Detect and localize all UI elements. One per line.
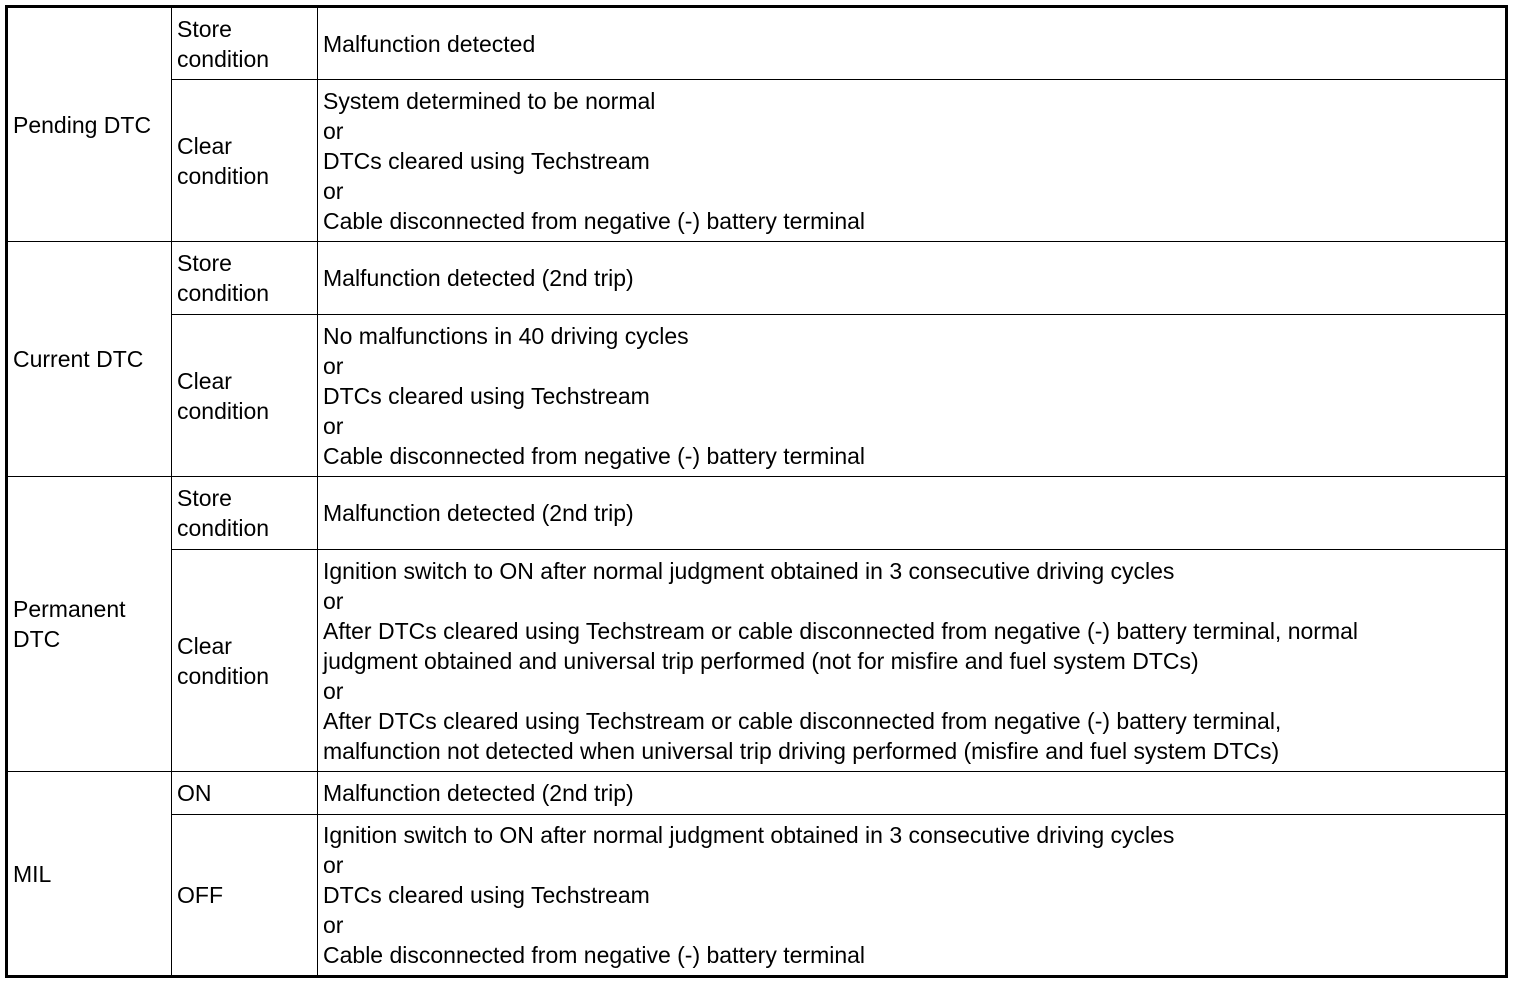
table-row [7, 315, 1507, 477]
detail-line: DTCs cleared using Techstream [323, 382, 650, 409]
condition-detail [318, 772, 1507, 815]
detail-line: Malfunction detected (2nd trip) [323, 265, 634, 291]
detail-line: Cable disconnected from negative (-) battery terminal [323, 942, 866, 968]
detail-line: Malfunction detected [323, 30, 536, 57]
detail-line: Ignition switch to ON after normal judgment obtained in 3 consecutive driving cycles [323, 557, 1175, 584]
detail-line: or [323, 352, 344, 379]
detail-line: Cable disconnected from negative (-) battery terminal [323, 442, 866, 469]
detail-line: No malfunctions in 40 driving cycles [323, 322, 689, 349]
group-name-pending-dtc: Pending DTC [7, 7, 172, 242]
detail-line: System determined to be normal [323, 87, 656, 114]
condition-label: Clear condition [172, 80, 318, 242]
detail-line: Malfunction detected (2nd trip) [323, 780, 634, 806]
detail-line: or [323, 677, 344, 704]
condition-detail [318, 315, 1507, 477]
condition-detail [318, 242, 1507, 315]
table-row [7, 242, 1507, 315]
condition-label: Store condition [172, 477, 318, 550]
table-row [7, 477, 1507, 550]
group-name-mil: MIL [7, 772, 172, 977]
condition-label: ON [172, 772, 318, 815]
detail-line: judgment obtained and universal trip performed (not for misfire and fuel system DTCs) [323, 647, 1199, 674]
condition-label: Store condition [172, 242, 318, 315]
detail-line: Cable disconnected from negative (-) battery terminal [323, 207, 866, 234]
detail-line: or [323, 587, 344, 614]
dtc-condition-table [5, 5, 1508, 978]
condition-detail [318, 815, 1507, 977]
condition-detail [318, 7, 1507, 80]
condition-detail [318, 550, 1507, 772]
table-row [7, 815, 1507, 977]
condition-label: Clear condition [172, 550, 318, 772]
table-row [7, 80, 1507, 242]
detail-line: or [323, 412, 344, 439]
detail-line: or [323, 912, 344, 938]
detail-line: Ignition switch to ON after normal judgment obtained in 3 consecutive driving cycles [323, 822, 1175, 848]
detail-line: After DTCs cleared using Techstream or cable disconnected from negative (-) battery terminal, [323, 707, 1282, 734]
group-name-permanent-dtc: Permanent DTC [7, 477, 172, 772]
detail-line: or [323, 177, 344, 204]
condition-label: Store condition [172, 7, 318, 80]
group-name-current-dtc: Current DTC [7, 242, 172, 477]
condition-label: Clear condition [172, 315, 318, 477]
condition-label: OFF [172, 815, 318, 977]
table-row [7, 550, 1507, 772]
detail-line: or [323, 852, 344, 878]
detail-line: Malfunction detected (2nd trip) [323, 500, 634, 526]
condition-detail [318, 80, 1507, 242]
detail-line: DTCs cleared using Techstream [323, 882, 650, 908]
table-row [7, 772, 1507, 815]
detail-line: After DTCs cleared using Techstream or cable disconnected from negative (-) battery terminal, normal [323, 617, 1359, 644]
detail-line: or [323, 117, 344, 144]
table-row [7, 7, 1507, 80]
condition-detail [318, 477, 1507, 550]
detail-line: malfunction not detected when universal trip driving performed (misfire and fuel system DTCs) [323, 737, 1280, 764]
detail-line: DTCs cleared using Techstream [323, 147, 650, 174]
